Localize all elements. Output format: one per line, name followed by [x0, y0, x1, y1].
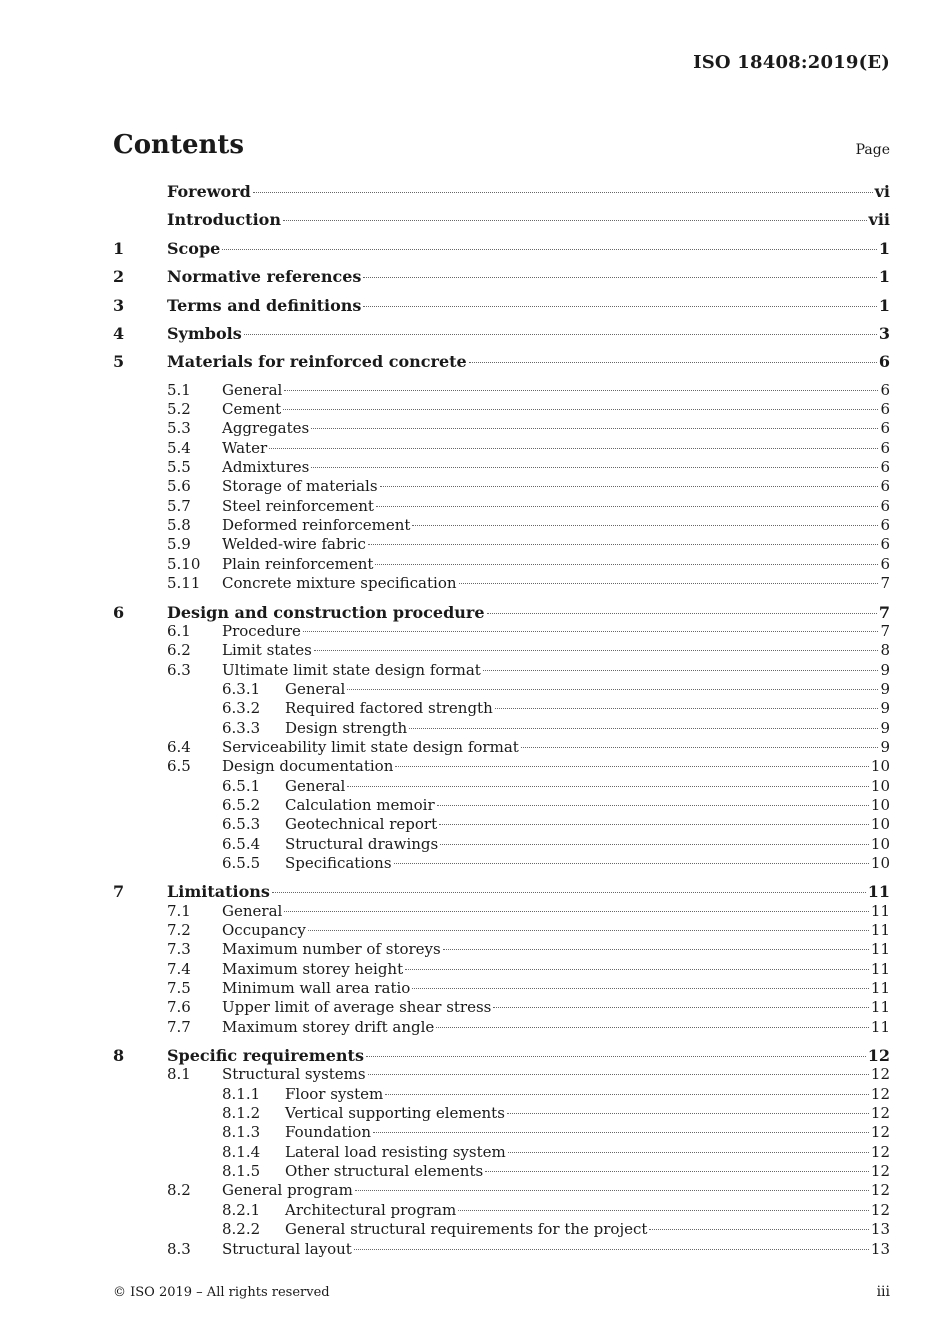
toc-entry-title: Calculation memoir [285, 795, 435, 814]
dot-leader [283, 409, 878, 410]
toc-entry[interactable] [113, 998, 890, 1017]
toc-entry-title: Floor system [285, 1084, 384, 1103]
toc-entry-page: 10 [870, 815, 890, 834]
dot-leader [366, 1056, 866, 1057]
dot-leader [368, 544, 879, 545]
dot-leader [375, 564, 878, 565]
dot-leader [521, 747, 879, 748]
toc-entry[interactable] [113, 497, 890, 516]
toc-entry[interactable] [113, 1201, 890, 1220]
toc-entry-title: Concrete mixture specification [222, 574, 457, 593]
dot-leader [385, 1094, 869, 1095]
toc-entry-number: 4 [113, 323, 125, 343]
dot-leader [409, 728, 878, 729]
dot-leader [355, 1190, 869, 1191]
toc-entry-page: 6 [880, 419, 890, 438]
dot-leader [469, 362, 877, 363]
dot-leader [507, 1113, 869, 1114]
dot-leader [269, 448, 878, 449]
toc-entry-page: 6 [880, 554, 890, 573]
dot-leader [376, 506, 879, 507]
toc-entry-title: Design and construction procedure [167, 602, 485, 622]
toc-entry-page: 10 [870, 834, 890, 853]
toc-entry-page: 11 [870, 940, 890, 959]
toc-entry[interactable] [113, 796, 890, 815]
toc-entry-page: 7 [880, 574, 890, 593]
toc-entry-page: 12 [870, 1104, 890, 1123]
toc-entry[interactable] [113, 777, 890, 796]
toc-entry[interactable] [113, 267, 890, 295]
dot-leader [311, 467, 878, 468]
toc-entry[interactable] [113, 854, 890, 873]
toc-entry-number: 5.5 [167, 458, 191, 477]
page-title: Contents [113, 130, 245, 160]
toc-entry[interactable] [113, 574, 890, 593]
toc-entry-page: 11 [870, 959, 890, 978]
dot-leader [380, 486, 879, 487]
toc-entry-page: 9 [880, 699, 890, 718]
toc-entry-number: 8.1.4 [222, 1142, 261, 1161]
dot-leader [649, 1229, 868, 1230]
dot-leader [368, 1074, 869, 1075]
toc-entry-title: Foundation [285, 1123, 372, 1142]
dot-leader [458, 1210, 869, 1211]
toc-entry-page: 12 [870, 1084, 890, 1103]
toc-entry-title: Procedure [222, 621, 301, 640]
dot-leader [284, 911, 869, 912]
toc-entry[interactable] [113, 352, 890, 380]
toc-entry[interactable] [113, 1104, 890, 1123]
toc-entry-number: 6.5.2 [222, 795, 261, 814]
toc-entry-page: 11 [870, 998, 890, 1017]
toc-entry-title: Other structural elements [285, 1162, 484, 1181]
toc-entry-number: 7.5 [167, 979, 191, 998]
toc-entry-title: Materials for reinforced concrete [167, 352, 467, 372]
toc-entry-title: Geotechnical report [285, 815, 438, 834]
toc-entry[interactable] [113, 1240, 890, 1259]
toc-entry-title: Minimum wall area ratio [222, 979, 411, 998]
toc-entry-page: 12 [870, 1162, 890, 1181]
dot-leader [347, 786, 869, 787]
toc-entry-page: 9 [880, 737, 890, 756]
toc-entry-title: Aggregates [222, 419, 310, 438]
toc-entry-number: 8.1.5 [222, 1162, 261, 1181]
toc-entry-page: 6 [880, 380, 890, 399]
toc-entry-number: 5.10 [167, 554, 201, 573]
toc-entry-title: Specifications [285, 853, 392, 872]
dot-leader [394, 863, 869, 864]
dot-leader [508, 1152, 869, 1153]
toc-entry-title: General [222, 901, 283, 920]
toc-entry[interactable] [113, 182, 890, 210]
dot-leader [222, 249, 877, 250]
toc-entry[interactable] [113, 324, 890, 352]
toc-entry-title: Water [222, 438, 268, 457]
toc-entry-page: 6 [878, 352, 890, 372]
toc-entry[interactable] [113, 458, 890, 477]
toc-entry[interactable] [113, 940, 890, 959]
toc-entry-title: Occupancy [222, 921, 306, 940]
toc-entry[interactable] [113, 757, 890, 776]
toc-entry-title: Limit states [222, 641, 312, 660]
dot-leader [314, 650, 879, 651]
toc-entry-number: 6 [113, 602, 125, 622]
toc-entry-title: Admixtures [222, 458, 310, 477]
toc-entry-number: 2 [113, 267, 125, 287]
toc-entry[interactable] [113, 1065, 890, 1084]
footer-copyright: © ISO 2019 – All rights reserved [113, 1285, 330, 1300]
dot-leader [373, 1132, 869, 1133]
toc-entry[interactable] [113, 516, 890, 535]
toc-entry-title: Cement [222, 400, 282, 419]
toc-entry-title: Welded-wire fabric [222, 535, 366, 554]
toc-entry-title: Maximum storey drift angle [222, 1017, 435, 1036]
toc-entry-number: 6.5.4 [222, 834, 261, 853]
toc-entry[interactable] [113, 1143, 890, 1162]
toc-entry[interactable] [113, 439, 890, 458]
dot-leader [354, 1249, 869, 1250]
toc-entry-page: 7 [880, 621, 890, 640]
toc-entry-number: 8.1 [167, 1065, 191, 1084]
toc-entry-title: General [285, 679, 346, 698]
toc-entry-title: General [285, 776, 346, 795]
toc-entry[interactable] [113, 902, 890, 921]
document-reference: ISO 18408:2019(E) [693, 52, 890, 73]
toc-entry-number: 7 [113, 882, 125, 902]
toc-entry-page: 12 [870, 1181, 890, 1200]
toc-entry-page: 6 [880, 458, 890, 477]
dot-leader [253, 192, 873, 193]
toc-entry-title: Foreword [167, 182, 251, 201]
toc-entry-title: Structural drawings [285, 834, 439, 853]
toc-entry[interactable] [113, 1085, 890, 1104]
toc-entry-page: 6 [880, 400, 890, 419]
toc-entry-title: Plain reinforcement [222, 554, 374, 573]
toc-entry-number: 6.3.1 [222, 679, 261, 698]
dot-leader [412, 988, 869, 989]
toc-entry-title: Introduction [167, 210, 281, 230]
toc-entry-number: 3 [113, 295, 125, 315]
toc-entry[interactable] [113, 1181, 890, 1200]
toc-entry-page: 13 [870, 1220, 890, 1239]
toc-entry[interactable] [113, 641, 890, 660]
toc-entry-number: 5.3 [167, 419, 191, 438]
toc-entry-page: 6 [880, 496, 890, 515]
toc-entry-number: 6.5.3 [222, 815, 261, 834]
dot-leader [437, 805, 869, 806]
toc-entry-title: General program [222, 1181, 353, 1200]
toc-entry-page: 13 [870, 1239, 890, 1258]
dot-leader [436, 1027, 869, 1028]
toc-entry-page: 11 [870, 979, 890, 998]
toc-entry-number: 6.5 [167, 757, 191, 776]
page-column-label: Page [855, 142, 890, 158]
toc-entry-page: 12 [870, 1123, 890, 1142]
toc-entry-page: 12 [870, 1065, 890, 1084]
toc-entry[interactable] [113, 815, 890, 834]
dot-leader [395, 766, 869, 767]
toc-entry-title: Structural layout [222, 1239, 352, 1258]
toc-entry[interactable] [113, 1123, 890, 1142]
toc-entry-page: 10 [870, 757, 890, 776]
toc-entry[interactable] [113, 835, 890, 854]
dot-leader [487, 613, 877, 614]
toc-entry-page: 12 [870, 1200, 890, 1219]
toc-entry-number: 8.2 [167, 1181, 191, 1200]
toc-entry-title: Normative references [167, 267, 362, 287]
toc-entry-title: Storage of materials [222, 477, 378, 496]
toc-entry-number: 8.2.2 [222, 1220, 261, 1239]
toc-entry-page: 12 [867, 1046, 890, 1066]
toc-entry-title: Structural systems [222, 1065, 366, 1084]
toc-entry-page: 1 [878, 238, 890, 258]
toc-entry-number: 8.1.2 [222, 1104, 261, 1123]
toc-entry[interactable] [113, 738, 890, 757]
toc-entry[interactable] [113, 921, 890, 940]
dot-leader [311, 428, 878, 429]
table-of-contents [113, 182, 890, 1259]
toc-entry[interactable] [113, 477, 890, 496]
toc-entry[interactable] [113, 622, 890, 641]
toc-entry-page: 8 [880, 641, 890, 660]
toc-entry-number: 6.3.3 [222, 718, 261, 737]
dot-leader [483, 670, 879, 671]
footer-page-number: iii [876, 1284, 890, 1300]
toc-entry-number: 6.3.2 [222, 699, 261, 718]
toc-entry-title: Serviceability limit state design format [222, 737, 519, 756]
toc-entry[interactable] [113, 210, 890, 238]
toc-entry-page: 11 [867, 882, 890, 902]
toc-entry[interactable] [113, 719, 890, 738]
toc-entry-page: 7 [878, 602, 890, 622]
toc-entry[interactable] [113, 296, 890, 324]
toc-entry-number: 8 [113, 1046, 125, 1066]
toc-entry-page: 9 [880, 660, 890, 679]
toc-entry-number: 5.9 [167, 535, 191, 554]
toc-entry-title: Terms and definitions [167, 295, 362, 315]
toc-entry-title: Vertical supporting elements [285, 1104, 505, 1123]
dot-leader [485, 1171, 869, 1172]
toc-entry[interactable] [113, 661, 890, 680]
toc-entry-title: Design documentation [222, 757, 394, 776]
toc-entry-number: 5.1 [167, 380, 191, 399]
toc-entry-number: 6.5.5 [222, 853, 261, 872]
toc-entry-number: 6.1 [167, 621, 191, 640]
toc-entry-page: vii [868, 210, 890, 230]
toc-entry-page: 9 [880, 679, 890, 698]
toc-entry-page: 11 [870, 901, 890, 920]
toc-entry-title: Lateral load resisting system [285, 1142, 506, 1161]
dot-leader [412, 525, 878, 526]
toc-entry-page: 12 [870, 1142, 890, 1161]
toc-entry[interactable] [113, 1018, 890, 1037]
toc-entry[interactable] [113, 603, 890, 622]
toc-entry-number: 8.3 [167, 1239, 191, 1258]
toc-entry-page: 11 [870, 1017, 890, 1036]
toc-entry-page: 3 [878, 323, 890, 343]
dot-leader [363, 277, 876, 278]
toc-entry-title: Specific requirements [167, 1046, 364, 1066]
dot-leader [439, 824, 869, 825]
dot-leader [440, 844, 869, 845]
toc-entry-page: vi [874, 182, 890, 201]
toc-entry-title: Required factored strength [285, 699, 493, 718]
toc-entry-number: 8.2.1 [222, 1200, 261, 1219]
toc-entry[interactable] [113, 979, 890, 998]
toc-entry-number: 7.4 [167, 959, 191, 978]
toc-entry-number: 7.7 [167, 1017, 191, 1036]
toc-entry-page: 11 [870, 921, 890, 940]
toc-entry-number: 6.5.1 [222, 776, 261, 795]
toc-entry-page: 10 [870, 795, 890, 814]
toc-entry-number: 5.11 [167, 574, 201, 593]
toc-entry-page: 10 [870, 776, 890, 795]
toc-entry-number: 5.7 [167, 496, 191, 515]
toc-entry-number: 8.1.1 [222, 1084, 261, 1103]
toc-entry-number: 5.8 [167, 516, 191, 535]
toc-entry[interactable] [113, 400, 890, 419]
dot-leader [495, 708, 879, 709]
dot-leader [347, 689, 878, 690]
toc-entry-page: 10 [870, 853, 890, 872]
toc-entry-title: Ultimate limit state design format [222, 660, 481, 679]
toc-entry-number: 7.2 [167, 921, 191, 940]
toc-entry[interactable] [113, 535, 890, 554]
dot-leader [493, 1007, 869, 1008]
dot-leader [244, 334, 877, 335]
toc-entry[interactable] [113, 1220, 890, 1239]
toc-entry-number: 5.4 [167, 438, 191, 457]
toc-entry-title: General [222, 380, 283, 399]
toc-entry-page: 6 [880, 438, 890, 457]
toc-entry-page: 6 [880, 535, 890, 554]
dot-leader [272, 892, 866, 893]
toc-entry-title: Limitations [167, 882, 270, 902]
toc-entry[interactable] [113, 699, 890, 718]
toc-entry[interactable] [113, 555, 890, 574]
toc-entry-number: 5 [113, 352, 125, 372]
toc-entry-title: Upper limit of average shear stress [222, 998, 492, 1017]
dot-leader [283, 220, 867, 221]
toc-entry-number: 6.3 [167, 660, 191, 679]
toc-entry-title: Deformed reinforcement [222, 516, 411, 535]
dot-leader [363, 306, 876, 307]
toc-entry-number: 6.2 [167, 641, 191, 660]
toc-entry-page: 6 [880, 516, 890, 535]
toc-entry[interactable] [113, 381, 890, 400]
toc-entry-number: 1 [113, 238, 125, 258]
toc-entry[interactable] [113, 1046, 890, 1065]
toc-entry-number: 8.1.3 [222, 1123, 261, 1142]
toc-entry[interactable] [113, 680, 890, 699]
toc-entry-title: Maximum number of storeys [222, 940, 441, 959]
toc-entry-title: Design strength [285, 718, 408, 737]
toc-entry-number: 5.6 [167, 477, 191, 496]
toc-entry-page: 1 [878, 267, 890, 287]
toc-entry[interactable] [113, 882, 890, 901]
toc-entry-page: 9 [880, 718, 890, 737]
toc-entry[interactable] [113, 1162, 890, 1181]
dot-leader [459, 583, 879, 584]
toc-entry-title: Architectural program [285, 1200, 457, 1219]
toc-entry[interactable] [113, 239, 890, 267]
toc-entry-number: 7.3 [167, 940, 191, 959]
dot-leader [405, 969, 869, 970]
toc-entry-number: 7.1 [167, 901, 191, 920]
toc-entry-page: 1 [878, 295, 890, 315]
toc-entry[interactable] [113, 960, 890, 979]
toc-entry-title: Symbols [167, 323, 242, 343]
toc-entry-title: Maximum storey height [222, 959, 404, 978]
dot-leader [308, 930, 869, 931]
toc-entry-number: 6.4 [167, 737, 191, 756]
toc-entry-number: 5.2 [167, 400, 191, 419]
dot-leader [303, 631, 879, 632]
toc-entry-title: Steel reinforcement [222, 496, 374, 515]
dot-leader [284, 390, 878, 391]
dot-leader [443, 949, 869, 950]
toc-entry-number: 7.6 [167, 998, 191, 1017]
toc-entry-title: General structural requirements for the project [285, 1220, 648, 1239]
toc-entry-title: Scope [167, 238, 221, 258]
toc-entry[interactable] [113, 419, 890, 438]
toc-entry-page: 6 [880, 477, 890, 496]
